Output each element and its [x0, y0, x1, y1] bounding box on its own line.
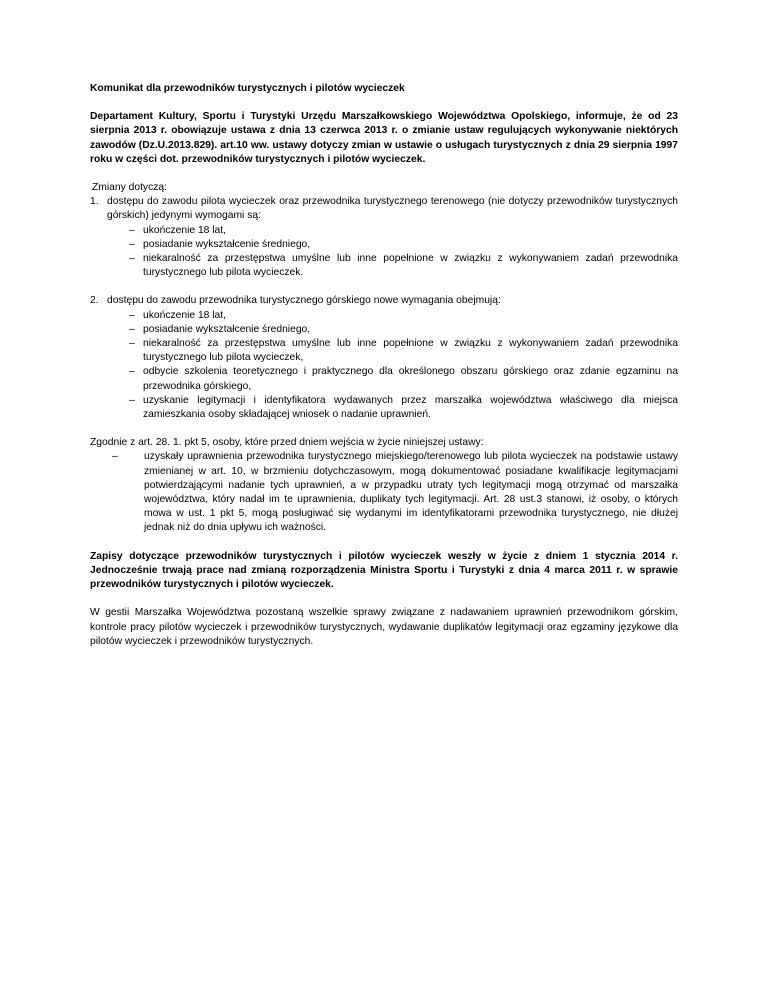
list-item	[129, 365, 678, 393]
requirements-list	[107, 224, 678, 281]
dash-bullet: –	[129, 224, 135, 236]
dash-bullet: –	[129, 309, 135, 321]
dash-bullet: –	[129, 238, 135, 250]
closing-paragraph: W gestii Marszałka Województwa pozostaną wszelkie sprawy związane z nadawaniem uprawnień przewodnikom górskim, kontrole pracy pilotów wycieczek i przewodników turystycznych, wydawanie duplikatów legitymacji oraz egzaminy językowe dla pilotów wycieczek i przewodników turystycznych.	[90, 607, 678, 647]
dash-bullet: –	[129, 323, 135, 335]
changes-label: Zmiany dotyczą:	[92, 182, 167, 194]
item-number: 1.	[90, 196, 99, 208]
requirement-text: posiadanie wykształcenie średniego,	[143, 238, 311, 250]
art28-list	[90, 450, 678, 535]
requirements-list	[107, 309, 678, 423]
item-text: dostępu do zawodu przewodnika turystycznego górskiego nowe wymagania obejmują:	[107, 295, 501, 307]
list-item	[90, 294, 678, 422]
list-item	[129, 252, 678, 280]
list-item	[129, 224, 678, 238]
art28-intro: Zgodnie z art. 28. 1. pkt 5, osoby, które przed dniem wejścia w życie niniejszej ustawy:	[90, 437, 484, 449]
item-number: 2.	[90, 295, 99, 307]
item-text: dostępu do zawodu pilota wycieczek oraz przewodnika turystycznego terenowego (nie dotyczy przewodników turystycznych górskich) jedynymi wymogami są:	[107, 196, 678, 222]
requirement-text: odbycie szkolenia teoretycznego i praktycznego dla określonego obszaru górskiego oraz zdanie egzaminu na przewodnika górskiego,	[143, 366, 678, 392]
dash-bullet: –	[129, 253, 135, 265]
list-item	[129, 394, 678, 422]
dash-bullet: –	[129, 394, 135, 406]
requirement-text: uzyskanie legitymacji i identyfikatora wydawanych przez marszałka województwa właściwego dla miejsca zamieszkania osoby składającej wniosek o nadanie uprawnień.	[143, 394, 678, 421]
list-item	[112, 450, 678, 535]
changes-list	[90, 195, 678, 422]
requirement-text: niekaralność za przestępstwa umyślne lub inne popełnione w związku z wykonywaniem zadań przewodnika turystycznego lub pilota wycieczek,	[143, 338, 678, 364]
requirement-text: ukończenie 18 lat,	[143, 224, 227, 236]
dash-bullet: –	[129, 338, 135, 350]
intro-paragraph: Departament Kultury, Sportu i Turystyki Urzędu Marszałkowskiego Województwa Opolskiego, informuje, że od 23 sierpnia 2013 r. obowiązuje ustawa z dnia 13 czerwca 2013 r. o zmianie ustaw regulujących wykonywanie niektórych zawodów (Dz.U.2013.829). art.10 ww. ustawy dotyczy zmian w ustawie o usługach turystycznych z dnia 29 sierpnia 1997 roku w części dot. przewodników turystycznych i pilotów wycieczek.	[90, 111, 678, 165]
document-title: Komunikat dla przewodników turystycznych i pilotów wycieczek	[90, 83, 405, 94]
list-item	[129, 309, 678, 323]
list-item	[129, 337, 678, 365]
requirement-text: posiadanie wykształcenie średniego,	[143, 323, 311, 335]
requirement-text: niekaralność za przestępstwa umyślne lub inne popełnione w związku z wykonywaniem zadań przewodnika turystycznego lub pilota wycieczek.	[143, 253, 678, 279]
bold-paragraph: Zapisy dotyczące przewodników turystycznych i pilotów wycieczek weszły w życie z dniem 1 stycznia 2014 r. Jednocześnie trwają prace nad zmianą rozporządzenia Ministra Sportu i Turystyki z dnia 4 marca 2011 r. w sprawie przewodników turystycznych i pilotów wycieczek.	[90, 550, 678, 591]
dash-bullet: –	[129, 366, 135, 378]
dash-bullet: –	[112, 451, 118, 463]
list-item	[129, 238, 678, 252]
document-page	[90, 82, 678, 649]
art28-item-text: uzyskały uprawnienia przewodnika turystycznego miejskiego/terenowego lub pilota wycieczek na podstawie ustawy zmienianej w art. 10, w brzmieniu dotychczasowym, mogą dokumentować posiadane kwalifikacje legitymacjami potwierdzającymi nadanie tych uprawnień, a w przypadku utraty tych legitymacji mogą otrzymać od marszałka województwa, który nadał im te uprawnienia, duplikaty tych legitymacji. Art. 28 ust.3 stanowi, iż osoby, o których mowa w ust. 1 pkt 5, mogą posługiwać się wydanymi im identyfikatorami przewodnika turystycznego, nie dłużej jednak niż do dnia upływu ich ważności.	[144, 451, 678, 534]
requirement-text: ukończenie 18 lat,	[143, 309, 227, 321]
list-item	[90, 195, 678, 280]
list-item	[129, 323, 678, 337]
